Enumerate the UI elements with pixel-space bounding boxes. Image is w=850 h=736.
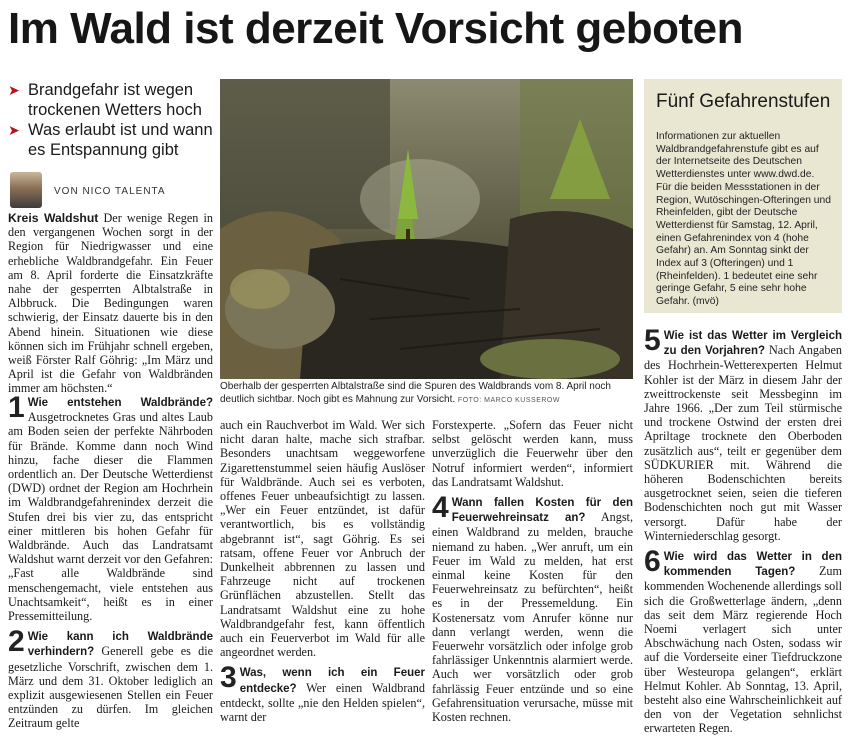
question-2 xyxy=(8,625,213,731)
dateline: Kreis Waldshut xyxy=(8,211,99,225)
question-answer: Angst, einen Waldbrand zu melden, brauche niemand zu haben. „Wer anruft, um ein Feuer im Wald zu melden, hat erst einmal keine Kosten für den Feuerwehreinsatz zu befürchten“, heißt es in der Pressemeldung. Ein Kostenersatz vom Anrufer könne nur dann verlangt werden, wenn die Feuerwehr vorsätzlich oder infolge grob fahrlässiger Unkenntnis alarmiert werde. Auch wer vorsätzlich oder grob fahrlässig Feuer entzünde und so eine Gefahrensituation verursache, müsse mit Kosten rechnen. xyxy=(432,510,633,725)
question-number: 1 xyxy=(8,391,25,424)
question-number: 6 xyxy=(644,545,661,579)
subheadline-list xyxy=(8,80,213,160)
article-headline: Im Wald ist derzeit Vorsicht geboten xyxy=(8,4,743,53)
subheadline-text: Brandgefahr ist wegen trockenen Wetters hoch xyxy=(28,81,202,119)
question-number: 4 xyxy=(432,491,449,525)
column-2 xyxy=(220,418,425,724)
question-3-continued: Forstexperte. „Sofern das Feuer nicht selbst gelöscht werden kann, muss unverzüglich die Feuerwehr über den Notruf informiert werden“, informiert das Landratsamt Waldshut. xyxy=(432,418,633,489)
question-answer: Ausgetrocknetes Gras und altes Laub am Boden seien der perfekte Nährboden für Brände. Komme dann noch Wind hinzu, fache dieser die Flammen ordentlich an. Der Deutsche Wetterdienst (DWD) ordnet der Region am Hochrhein im Waldbrandgefahrenindex derzeit die Stufen drei bis vier zu, das entspricht einer mittleren bis hohen Gefahr für Waldbrände. Auch das Landratsamt Waldshut warnt derzeit vor den Gefahren: „Fast alle Waldbrände sind menschengemacht, viele entstehen aus Unachtsamkeit“, heißt es in einer Pressemitteilung. xyxy=(8,410,213,624)
byline-text: VON NICO TALENTA xyxy=(54,186,166,197)
column-3 xyxy=(432,418,633,724)
forest-photo-illustration xyxy=(220,79,633,379)
question-title: Wann fallen Kosten für den Feuerwehreinsatz an? xyxy=(451,497,633,525)
question-title: Wie kann ich Waldbrände verhindern? xyxy=(27,631,213,659)
question-2-continued: auch ein Rauchverbot im Wald. Wer sich nicht daran halte, mache sich strafbar. Besonders unachtsam weggeworfene Zigarettenstummel seien häufig Auslöser für Waldbrände. Auch sei es verboten, offenes Feuer unbeaufsichtigt zu lassen. „Wer ein Feuer entzündet, ist dafür verantwortlich, bis es vollständig abgebrannt ist“, sagt Göhrig. Es sei ratsam, offene Feuer vor Anbruch der Dunkelheit abbrennen zu lassen und Fahrzeuge nicht auf trockenen Grünflächen abzustellen. Stellt das Landratsamt Waldshut eine zu hohe Waldbrandgefahr fest, kann öffentlich auch ein Feuerverbot im Wald für alle angeordnet werden. xyxy=(220,418,425,660)
caption-text: Oberhalb der gesperrten Albtalstraße sind die Spuren des Waldbrands vom 8. April noch deutlich sichtbar. Noch gibt es Mahnung zur Vorsicht. xyxy=(220,381,611,405)
question-5 xyxy=(644,324,843,543)
question-3 xyxy=(220,661,425,725)
column-1 xyxy=(8,391,213,731)
info-box-text: Informationen zur aktuellen Waldbrandgefahrenstufe gibt es auf der Internetseite des Deutschen Wetterdienstes unter www.dwd.de. Für die beiden Messstationen in der Region, Wutöschingen-Ofteringen und Rheinfelden, gibt der Deutsche Wetterdienst für Samstag, 12. April, einen Gefahrenindex von 4 (hohe Gefahr) an. Am Sonntag sinkt der Index auf 3 (Ofteringen) und 1 (Rheinfelden). 1 bedeutet eine sehr geringe Gefahr, 5 eine sehr hohe Gefahr. (mvö) xyxy=(656,131,831,308)
subheadline-item xyxy=(8,80,213,120)
question-title: Wie entstehen Waldbrände? xyxy=(27,397,213,409)
subheadline-text: Was erlaubt ist und wann es Entspannung gibt xyxy=(28,121,213,159)
question-answer: Wer einen Waldbrand entdeckt, sollte „nie den Helden spielen“, warnt der xyxy=(220,680,425,725)
photo-credit: FOTO: MARCO KUSSEROW xyxy=(457,396,560,404)
question-title: Wie wird das Wetter in den kommenden Tagen? xyxy=(663,551,842,579)
question-4 xyxy=(432,491,633,725)
info-box xyxy=(644,79,842,313)
question-number: 2 xyxy=(8,625,25,659)
question-answer: Nach Angaben des Hochrhein-Wetterexperten Helmut Kohler ist der März in diesem Jahr der zweittrockenste seit Messbeginn im Jahre 1966. „Der zum Teil stürmische und trockene Ostwind der ersten drei Apriltage trocknete den Oberboden zusätzlich aus“, teilt er gegenüber dem SÜDKURIER mit. Während die höheren Bodenschichten bereits ausgetrocknet seien, seien die tieferen Bodenschichten noch gut mit Wasser versorgt. Dafür habe der Winterniederschlag gesorgt. xyxy=(644,343,843,543)
arrow-bullet-icon: ➤ xyxy=(8,122,20,138)
question-number: 3 xyxy=(220,661,237,695)
question-6 xyxy=(644,545,843,736)
info-box-title: Fünf Gefahrenstufen xyxy=(656,91,831,112)
question-answer: Zum kommenden Wochenende allerdings soll sich die Großwetterlage ändern, „denn das seit dem März regierende Hoch Noemi verlagert sich unter Abschwächung nach Osten, sodass wir auf die Vorderseite einer Tiefdruckzone über Westeuropa gelangen“, erklärt Helmut Kohler. Ab Sonntag, 13. April, besteht also eine Wahrscheinlichkeit auf den von der Vegetation sehnlichst erwarteten Regen. xyxy=(644,564,843,736)
question-title: Wie ist das Wetter im Vergleich zu den Vorjahren? xyxy=(663,330,842,358)
question-answer: Generell gebe es die gesetzliche Vorschrift, zwischen dem 1. März und dem 31. Oktober lediglich an explizit ausgewiesenen Stellen ein Feuer entzünden zu dürfen. Im gleichen Zeitraum gelte xyxy=(8,644,213,731)
photo-caption xyxy=(220,381,633,407)
question-number: 5 xyxy=(644,324,661,357)
arrow-bullet-icon: ➤ xyxy=(8,82,20,98)
subheadline-item xyxy=(8,120,213,160)
column-4 xyxy=(644,324,843,736)
question-title: Was, wenn ich ein Feuer entdecke? xyxy=(239,667,425,695)
author-avatar xyxy=(10,172,42,208)
intro-paragraph xyxy=(8,211,213,396)
byline xyxy=(8,172,213,210)
intro-text: Der wenige Regen in den vergangenen Wochen sorgt in der Region für Niedrigwasser und eine erhebliche Waldbrandgefahr. Ein Feuer am 8. April forderte die Einsatzkräfte nahe der gesperrten Albtalstraße in Albbruck. Die Bedingungen waren schwierig, der Einsatz dauerte bis in den Abend hinein. Situationen wie diese können sich im Frühjahr schnell ergeben, weiß Förster Ralf Göhrig: „Im März und April ist die Gefahr von Waldbränden immer am höchsten.“ xyxy=(8,211,213,396)
forest-fire-photo xyxy=(220,79,633,379)
question-1 xyxy=(8,391,213,624)
